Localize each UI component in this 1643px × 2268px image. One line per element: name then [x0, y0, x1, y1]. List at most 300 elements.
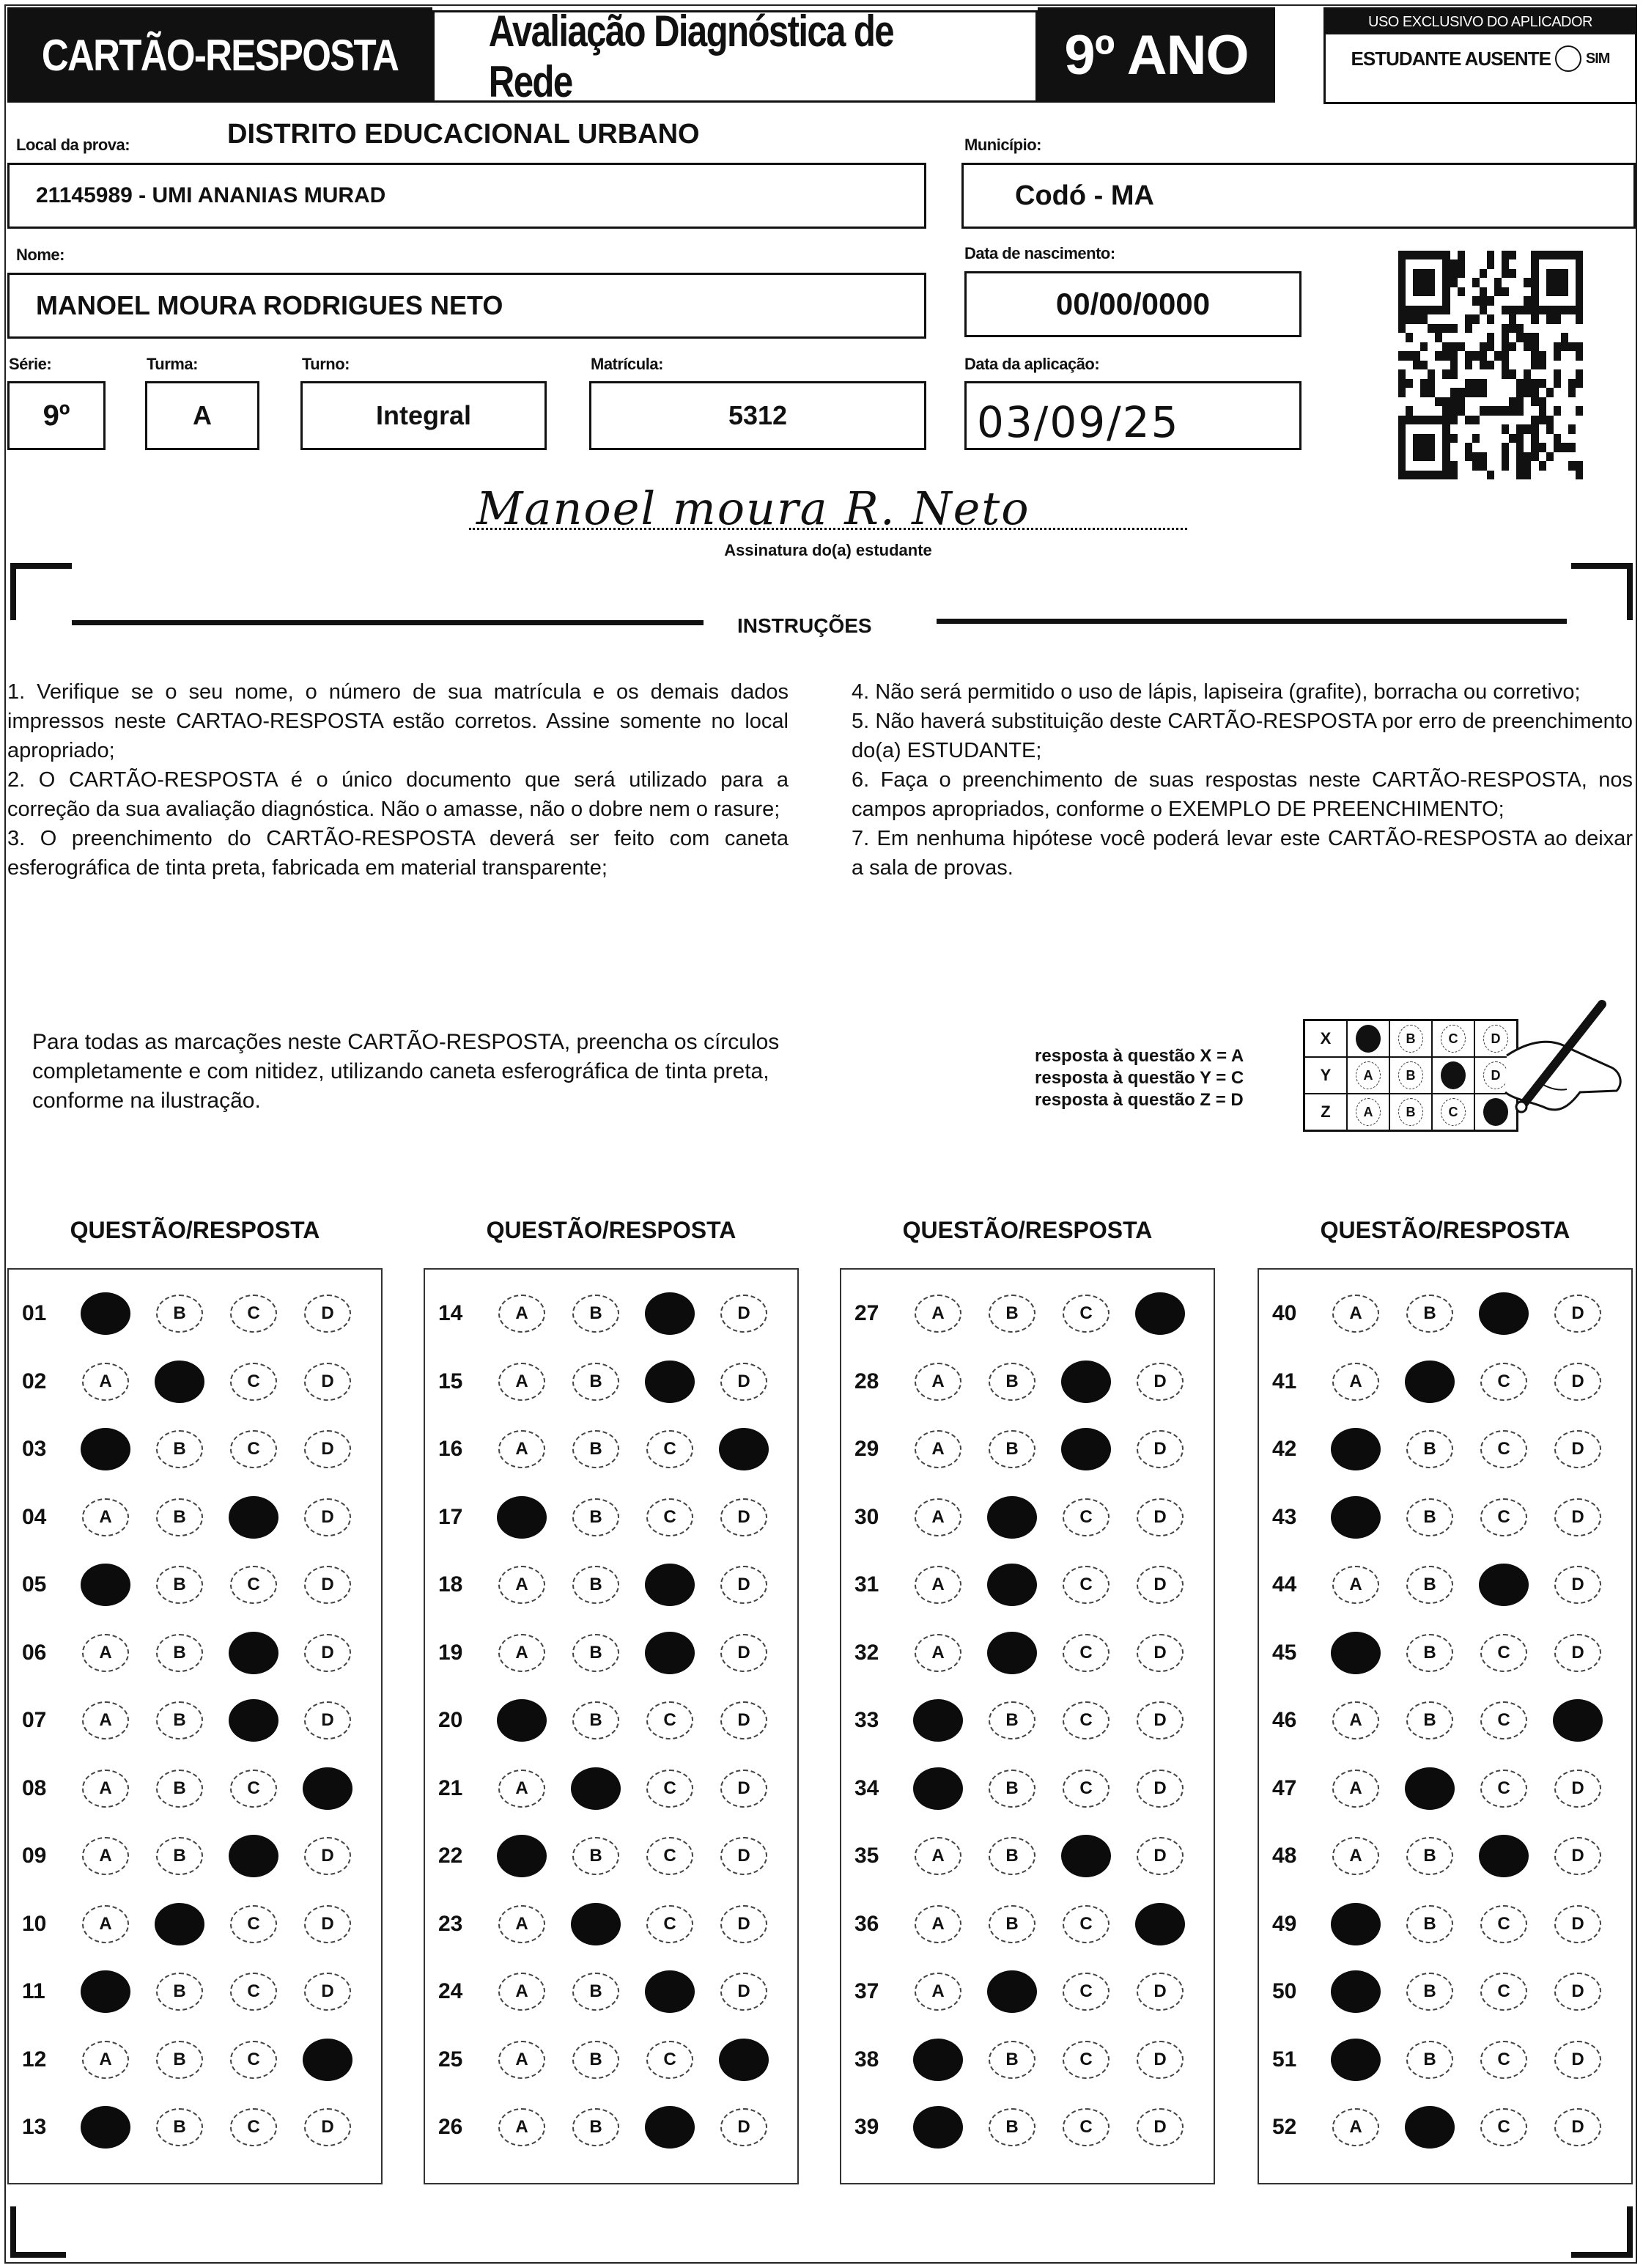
answer-bubble-b[interactable]: B: [989, 2108, 1035, 2146]
answer-bubble-d[interactable]: D: [720, 1498, 767, 1536]
qr-module: [1420, 306, 1428, 314]
answer-bubble-d[interactable]: D: [720, 1973, 767, 2011]
qr-module: [1420, 278, 1428, 287]
answer-bubble-a[interactable]: A: [915, 1837, 961, 1875]
answer-bubble-d[interactable]: D: [304, 1498, 351, 1536]
answer-bubble-d[interactable]: D: [1554, 1363, 1601, 1401]
answer-bubble-a[interactable]: [81, 1970, 130, 2013]
qr-module: [1554, 397, 1561, 406]
answer-bubble-a[interactable]: A: [82, 1770, 129, 1808]
answer-bubble-c[interactable]: [1479, 1835, 1529, 1877]
answer-bubble-b[interactable]: B: [156, 1295, 203, 1333]
answer-bubble-d[interactable]: D: [304, 1701, 351, 1739]
answer-bubble-d[interactable]: D: [720, 1295, 767, 1333]
qr-module: [1420, 351, 1428, 360]
example-row-label: X: [1304, 1020, 1348, 1058]
answer-bubble-c[interactable]: C: [1063, 1498, 1110, 1536]
answer-bubble-d[interactable]: D: [1554, 1498, 1601, 1536]
answer-bubble-d[interactable]: D: [1554, 1566, 1601, 1604]
answer-bubble-b[interactable]: B: [989, 1430, 1035, 1468]
answer-bubble-b[interactable]: B: [1406, 1905, 1453, 1943]
qr-module: [1561, 416, 1568, 424]
answer-bubble-d[interactable]: D: [1554, 1770, 1601, 1808]
qr-module: [1531, 306, 1538, 314]
answer-bubble-b[interactable]: [571, 1903, 621, 1945]
answer-bubble-c[interactable]: [645, 1632, 695, 1674]
answer-bubble-a[interactable]: [497, 1496, 547, 1539]
answer-bubble-b[interactable]: B: [1406, 2041, 1453, 2079]
answer-row: [425, 2105, 797, 2149]
answer-bubble-d[interactable]: D: [1554, 1973, 1601, 2011]
answer-bubble-c[interactable]: C: [230, 1295, 277, 1333]
answer-bubble-a[interactable]: A: [1332, 1837, 1379, 1875]
answer-bubble-c[interactable]: [645, 1564, 695, 1606]
answer-bubble-c[interactable]: [1061, 1835, 1111, 1877]
answer-bubble-b[interactable]: [987, 1564, 1037, 1606]
answer-bubble-d[interactable]: D: [304, 1973, 351, 2011]
qr-module: [1524, 278, 1531, 287]
answer-bubble-d[interactable]: D: [1137, 1770, 1184, 1808]
answer-bubble-d[interactable]: D: [304, 1634, 351, 1672]
answer-bubble-a[interactable]: A: [498, 2041, 545, 2079]
answer-bubble-c[interactable]: C: [230, 2041, 277, 2079]
answer-bubble-d[interactable]: [1135, 1292, 1185, 1335]
answer-bubble-a[interactable]: A: [1332, 1770, 1379, 1808]
answer-bubble-a[interactable]: [81, 2106, 130, 2149]
answer-bubble-c[interactable]: C: [1480, 1905, 1527, 1943]
qr-module: [1413, 342, 1420, 351]
answer-bubble-a[interactable]: A: [1332, 1363, 1379, 1401]
qr-module: [1561, 269, 1568, 278]
qr-module: [1480, 388, 1487, 397]
answer-bubble-d[interactable]: D: [720, 1770, 767, 1808]
answer-bubble-a[interactable]: A: [915, 1905, 961, 1943]
qr-module: [1568, 406, 1576, 415]
answer-bubble-c[interactable]: [645, 1970, 695, 2013]
answer-bubble-d[interactable]: D: [304, 2108, 351, 2146]
qr-module: [1458, 416, 1465, 424]
answer-bubble-d[interactable]: D: [720, 1634, 767, 1672]
answer-bubble-a[interactable]: A: [82, 1363, 129, 1401]
answer-bubble-b[interactable]: [987, 1970, 1037, 2013]
qr-module: [1568, 278, 1576, 287]
qr-module: [1435, 287, 1442, 296]
answer-bubble-b[interactable]: B: [156, 2041, 203, 2079]
answer-bubble-c[interactable]: C: [1480, 1973, 1527, 2011]
answer-bubble-d[interactable]: D: [1137, 1566, 1184, 1604]
answer-bubble-a[interactable]: A: [915, 1634, 961, 1672]
answer-bubble-b[interactable]: [987, 1632, 1037, 1674]
qr-module: [1568, 369, 1576, 378]
answer-bubble-b[interactable]: B: [572, 1701, 619, 1739]
answer-bubble-d[interactable]: D: [720, 1837, 767, 1875]
answer-bubble-c[interactable]: C: [230, 1770, 277, 1808]
answer-bubble-a[interactable]: [81, 1564, 130, 1606]
answer-bubble-d[interactable]: D: [1554, 1430, 1601, 1468]
answer-row: [425, 1698, 797, 1742]
answer-bubble-b[interactable]: B: [1406, 1634, 1453, 1672]
qr-module: [1487, 269, 1494, 278]
answer-row: [425, 2038, 797, 2082]
answer-bubble-d[interactable]: D: [1554, 2108, 1601, 2146]
answer-bubble-a[interactable]: A: [915, 1430, 961, 1468]
answer-bubble-a[interactable]: [1331, 2039, 1381, 2081]
answer-bubble-a[interactable]: [1331, 1903, 1381, 1945]
answer-bubble-b[interactable]: B: [1406, 1430, 1453, 1468]
answer-bubble-b[interactable]: [987, 1496, 1037, 1539]
qr-module: [1539, 443, 1546, 452]
answer-bubble-a[interactable]: [913, 1767, 963, 1810]
answer-bubble-b[interactable]: [1405, 1361, 1455, 1403]
answer-bubble-b[interactable]: B: [572, 2108, 619, 2146]
answer-bubble-b[interactable]: B: [989, 1770, 1035, 1808]
answer-bubble-d[interactable]: D: [1137, 1430, 1184, 1468]
answer-bubble-a[interactable]: A: [82, 2041, 129, 2079]
answer-bubble-b[interactable]: B: [572, 1973, 619, 2011]
qr-module: [1516, 452, 1524, 461]
question-number: 23: [438, 1911, 463, 1936]
answer-bubble-c[interactable]: C: [1063, 2108, 1110, 2146]
qr-module: [1472, 471, 1480, 479]
answer-bubble-c[interactable]: C: [1480, 1701, 1527, 1739]
answer-bubble-b[interactable]: B: [156, 1498, 203, 1536]
answer-bubble-b[interactable]: B: [989, 1905, 1035, 1943]
answer-bubble-b[interactable]: B: [156, 1973, 203, 2011]
turma-value: A: [193, 400, 212, 430]
answer-bubble-d[interactable]: D: [304, 1295, 351, 1333]
answer-bubble-c[interactable]: C: [1063, 1973, 1110, 2011]
answer-bubble-b[interactable]: B: [989, 1701, 1035, 1739]
qr-module: [1420, 388, 1428, 397]
answer-bubble-c[interactable]: C: [230, 1905, 277, 1943]
answer-bubble-b[interactable]: [155, 1361, 204, 1403]
answer-bubble-a[interactable]: A: [498, 2108, 545, 2146]
answer-bubble-b[interactable]: [1405, 1767, 1455, 1810]
qr-module: [1487, 296, 1494, 305]
qr-module: [1494, 306, 1502, 314]
answer-bubble-a[interactable]: A: [915, 1295, 961, 1333]
example-cell: [1432, 1020, 1474, 1058]
answer-bubble-a[interactable]: A: [82, 1701, 129, 1739]
qr-module: [1546, 333, 1554, 342]
answer-bubble-c[interactable]: C: [1480, 2041, 1527, 2079]
answer-bubble-b[interactable]: B: [572, 1566, 619, 1604]
answer-bubble-d[interactable]: D: [720, 1363, 767, 1401]
answer-bubble-b[interactable]: B: [1406, 1837, 1453, 1875]
answer-bubble-b[interactable]: B: [1406, 1295, 1453, 1333]
answer-bubble-d[interactable]: D: [1137, 1363, 1184, 1401]
answer-bubble-c[interactable]: [1479, 1292, 1529, 1335]
answer-bubble-c[interactable]: C: [646, 1837, 693, 1875]
answer-bubble-b[interactable]: B: [156, 1634, 203, 1672]
answer-bubble-d[interactable]: [303, 1767, 352, 1810]
answer-bubble-a[interactable]: [913, 2106, 963, 2149]
answer-bubble-c[interactable]: [229, 1632, 278, 1674]
applicator-heading: USO EXCLUSIVO DO APLICADOR: [1326, 10, 1635, 34]
answer-bubble-a[interactable]: [81, 1292, 130, 1335]
qr-module: [1480, 397, 1487, 406]
answer-bubble-c[interactable]: [645, 1292, 695, 1335]
corner-bracket-top-right: [1571, 563, 1633, 620]
qr-module: [1458, 314, 1465, 323]
answer-bubble-a[interactable]: A: [1332, 1295, 1379, 1333]
answer-bubble-d[interactable]: [1553, 1699, 1603, 1742]
answer-bubble-c[interactable]: C: [1480, 1363, 1527, 1401]
answer-bubble-a[interactable]: [1331, 1632, 1381, 1674]
qr-module: [1524, 333, 1531, 342]
answer-bubble-a[interactable]: A: [915, 1498, 961, 1536]
answer-bubble-a[interactable]: A: [498, 1770, 545, 1808]
answer-row: [1259, 1902, 1631, 1946]
answer-bubble-d[interactable]: D: [1137, 1498, 1184, 1536]
example-bubble-d: D: [1483, 1025, 1508, 1053]
answer-bubble-b[interactable]: B: [156, 1837, 203, 1875]
answer-bubble-a[interactable]: A: [82, 1498, 129, 1536]
answer-bubble-b[interactable]: B: [572, 1363, 619, 1401]
answer-bubble-d[interactable]: D: [1137, 1701, 1184, 1739]
qr-module: [1442, 452, 1450, 461]
answer-bubble-c[interactable]: [229, 1496, 278, 1539]
answer-bubble-d[interactable]: D: [720, 1701, 767, 1739]
answer-bubble-c[interactable]: C: [1480, 2108, 1527, 2146]
answer-bubble-c[interactable]: C: [646, 1905, 693, 1943]
answer-bubble-d[interactable]: D: [1554, 1905, 1601, 1943]
answer-bubble-d[interactable]: [1135, 1903, 1185, 1945]
answer-bubble-b[interactable]: B: [989, 1837, 1035, 1875]
qr-module: [1509, 452, 1516, 461]
qr-module: [1502, 452, 1509, 461]
answer-bubble-b[interactable]: B: [1406, 1973, 1453, 2011]
answer-bubble-c[interactable]: C: [646, 1701, 693, 1739]
qr-module: [1576, 452, 1583, 461]
qr-module: [1413, 397, 1420, 406]
answer-bubble-c[interactable]: C: [1480, 1430, 1527, 1468]
answer-bubble-c[interactable]: [1479, 1564, 1529, 1606]
example-cell: [1389, 1094, 1432, 1131]
answer-bubble-d[interactable]: [719, 1428, 769, 1470]
answer-bubble-b[interactable]: B: [572, 2041, 619, 2079]
answer-bubble-b[interactable]: B: [989, 1295, 1035, 1333]
qr-module: [1428, 434, 1435, 443]
qr-module: [1472, 251, 1480, 259]
answer-bubble-a[interactable]: [81, 1428, 130, 1470]
answer-bubble-c[interactable]: C: [646, 1498, 693, 1536]
qr-module: [1554, 406, 1561, 415]
answer-bubble-d[interactable]: D: [1137, 1837, 1184, 1875]
answer-bubble-b[interactable]: B: [1406, 1498, 1453, 1536]
answer-bubble-d[interactable]: D: [1137, 2108, 1184, 2146]
question-number: 51: [1272, 2047, 1297, 2072]
answer-bubble-c[interactable]: C: [1063, 2041, 1110, 2079]
question-number: 20: [438, 1708, 463, 1732]
answer-bubble-b[interactable]: B: [156, 1430, 203, 1468]
qr-module: [1413, 251, 1420, 259]
answer-bubble-c[interactable]: [645, 1361, 695, 1403]
answer-bubble-d[interactable]: D: [1137, 2041, 1184, 2079]
answer-bubble-b[interactable]: B: [572, 1837, 619, 1875]
answer-row: [9, 1563, 381, 1607]
example-bubble-b: B: [1398, 1025, 1423, 1053]
answer-bubble-d[interactable]: [719, 2039, 769, 2081]
qr-module: [1413, 296, 1420, 305]
answer-bubble-b[interactable]: [1405, 2106, 1455, 2149]
answer-bubble-c[interactable]: [1061, 1361, 1111, 1403]
answer-bubble-a[interactable]: [1331, 1496, 1381, 1539]
answer-bubble-a[interactable]: A: [498, 1905, 545, 1943]
answer-bubble-a[interactable]: A: [498, 1363, 545, 1401]
answer-bubble-c[interactable]: C: [1063, 1295, 1110, 1333]
answer-bubble-c[interactable]: C: [230, 1430, 277, 1468]
qr-module: [1561, 461, 1568, 470]
answer-bubble-b[interactable]: B: [572, 1295, 619, 1333]
answer-bubble-c[interactable]: C: [646, 1770, 693, 1808]
qr-module: [1406, 306, 1413, 314]
qr-module: [1561, 351, 1568, 360]
answer-bubble-c[interactable]: C: [1063, 1566, 1110, 1604]
answer-bubble-a[interactable]: [913, 1699, 963, 1742]
answer-bubble-b[interactable]: B: [156, 1566, 203, 1604]
qr-module: [1561, 397, 1568, 406]
answer-bubble-c[interactable]: [229, 1699, 278, 1742]
answer-bubble-c[interactable]: C: [646, 2041, 693, 2079]
qr-module: [1398, 369, 1406, 378]
answer-bubble-a[interactable]: A: [82, 1837, 129, 1875]
absent-checkbox[interactable]: [1555, 45, 1581, 72]
answer-bubble-b[interactable]: B: [1406, 1566, 1453, 1604]
question-number: 05: [22, 1572, 47, 1597]
answer-bubble-c[interactable]: C: [230, 2108, 277, 2146]
qr-module: [1428, 443, 1435, 452]
qr-module: [1576, 269, 1583, 278]
answer-bubble-d[interactable]: D: [1554, 1634, 1601, 1672]
qr-module: [1450, 406, 1458, 415]
answer-bubble-c[interactable]: C: [230, 1973, 277, 2011]
qr-module: [1531, 333, 1538, 342]
answer-bubble-b[interactable]: B: [572, 1634, 619, 1672]
answer-row: [841, 1495, 1214, 1539]
qr-module: [1406, 361, 1413, 369]
answer-bubble-c[interactable]: C: [230, 1566, 277, 1604]
qr-module: [1465, 369, 1472, 378]
qr-module: [1420, 269, 1428, 278]
answer-bubble-a[interactable]: A: [1332, 1701, 1379, 1739]
answer-bubble-b[interactable]: B: [156, 2108, 203, 2146]
answer-bubble-a[interactable]: [913, 2039, 963, 2081]
example-bubble-a: A: [1356, 1061, 1381, 1089]
qr-module: [1420, 296, 1428, 305]
answer-bubble-c[interactable]: C: [1480, 1770, 1527, 1808]
answer-bubble-d[interactable]: D: [304, 1837, 351, 1875]
answer-bubble-c[interactable]: [645, 2106, 695, 2149]
answer-bubble-b[interactable]: B: [572, 1430, 619, 1468]
answer-bubble-a[interactable]: [497, 1835, 547, 1877]
answer-bubble-a[interactable]: [497, 1699, 547, 1742]
answer-bubble-d[interactable]: D: [304, 1430, 351, 1468]
answer-bubble-c[interactable]: C: [1480, 1498, 1527, 1536]
qr-module: [1458, 397, 1465, 406]
answer-bubble-b[interactable]: B: [156, 1701, 203, 1739]
answer-bubble-c[interactable]: C: [646, 1430, 693, 1468]
answer-bubble-a[interactable]: [1331, 1970, 1381, 2013]
answer-row: [1259, 1698, 1631, 1742]
answer-bubble-c[interactable]: [1061, 1428, 1111, 1470]
qr-module: [1428, 333, 1435, 342]
qr-module: [1413, 269, 1420, 278]
answer-bubble-d[interactable]: D: [720, 1905, 767, 1943]
answer-bubble-c[interactable]: C: [1480, 1634, 1527, 1672]
qr-module: [1509, 424, 1516, 433]
qr-module: [1428, 306, 1435, 314]
answer-bubble-b[interactable]: B: [989, 2041, 1035, 2079]
answer-bubble-d[interactable]: D: [1554, 2041, 1601, 2079]
qr-module: [1531, 369, 1538, 378]
answer-bubble-a[interactable]: A: [915, 1973, 961, 2011]
qr-module: [1413, 306, 1420, 314]
answer-bubble-a[interactable]: A: [1332, 2108, 1379, 2146]
answer-bubble-b[interactable]: B: [1406, 1701, 1453, 1739]
qr-module: [1494, 269, 1502, 278]
answer-row: [841, 1427, 1214, 1471]
answer-bubble-a[interactable]: A: [498, 1566, 545, 1604]
answer-bubble-d[interactable]: D: [1137, 1973, 1184, 2011]
answer-bubble-a[interactable]: A: [915, 1363, 961, 1401]
answer-bubble-a[interactable]: A: [1332, 1566, 1379, 1604]
answer-bubble-b[interactable]: B: [989, 1363, 1035, 1401]
answer-bubble-a[interactable]: A: [498, 1634, 545, 1672]
answer-bubble-c[interactable]: C: [230, 1363, 277, 1401]
answer-bubble-b[interactable]: B: [572, 1498, 619, 1536]
answer-bubble-b[interactable]: [571, 1767, 621, 1810]
answer-bubble-b[interactable]: [155, 1903, 204, 1945]
answer-row: [841, 1970, 1214, 2014]
answer-bubble-a[interactable]: A: [498, 1295, 545, 1333]
answer-bubble-d[interactable]: D: [1554, 1295, 1601, 1333]
answer-bubble-a[interactable]: A: [82, 1634, 129, 1672]
answer-bubble-c[interactable]: C: [1063, 1770, 1110, 1808]
qr-module: [1458, 342, 1465, 351]
qr-module: [1428, 452, 1435, 461]
question-number: 45: [1272, 1640, 1297, 1665]
answer-bubble-a[interactable]: A: [82, 1905, 129, 1943]
answer-bubble-d[interactable]: D: [1137, 1634, 1184, 1672]
answer-bubble-d[interactable]: D: [1554, 1837, 1601, 1875]
answer-bubble-b[interactable]: B: [156, 1770, 203, 1808]
answer-bubble-c[interactable]: C: [1063, 1905, 1110, 1943]
qr-module: [1413, 278, 1420, 287]
qr-module: [1554, 342, 1561, 351]
answer-bubble-c[interactable]: [229, 1835, 278, 1877]
question-number: 15: [438, 1369, 463, 1393]
answer-bubble-c[interactable]: C: [1063, 1701, 1110, 1739]
qr-module: [1442, 351, 1450, 360]
answer-bubble-d[interactable]: D: [304, 1363, 351, 1401]
answer-bubble-d[interactable]: [303, 2039, 352, 2081]
answer-bubble-a[interactable]: A: [498, 1430, 545, 1468]
answer-bubble-a[interactable]: [1331, 1428, 1381, 1470]
qr-module: [1546, 397, 1554, 406]
qr-module: [1576, 278, 1583, 287]
answer-bubble-d[interactable]: D: [304, 1566, 351, 1604]
qr-module: [1576, 416, 1583, 424]
instruction-item: 4. Não será permitido o uso de lápis, lapiseira (grafite), borracha ou corretivo;: [852, 680, 1581, 704]
answer-bubble-d[interactable]: D: [720, 2108, 767, 2146]
answer-bubble-a[interactable]: A: [915, 1566, 961, 1604]
answer-bubble-d[interactable]: D: [304, 1905, 351, 1943]
qr-module: [1568, 443, 1576, 452]
answer-bubble-c[interactable]: C: [1063, 1634, 1110, 1672]
answer-bubble-d[interactable]: D: [720, 1566, 767, 1604]
answer-bubble-a[interactable]: A: [498, 1973, 545, 2011]
